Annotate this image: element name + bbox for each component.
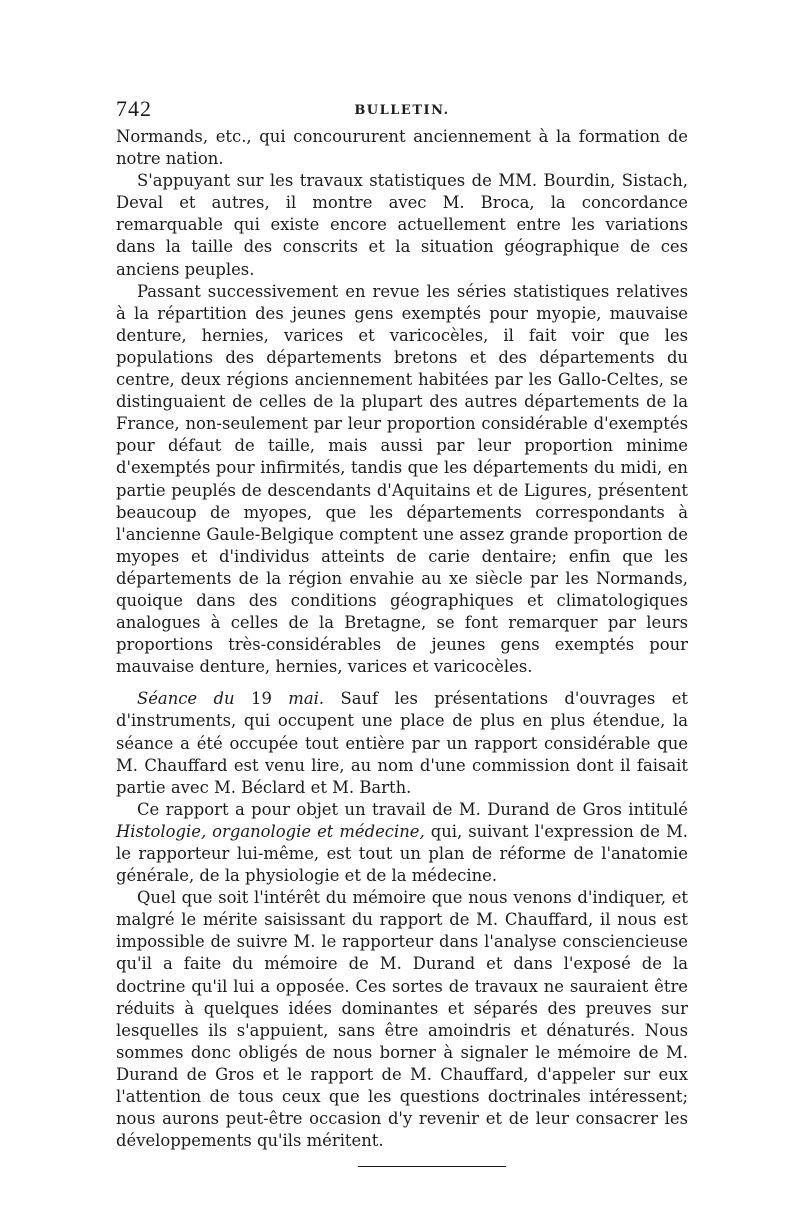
paragraph: S'appuyant sur les travaux statistiques de MM. Bourdin, Sistach, Deval et autres, il montre avec M. Broca, la concordance remarquable qui existe encore actuellement entre les variations dans la taille des conscrits et la situation géographique de ces anciens peuples.: [116, 171, 688, 279]
paragraph-seance: Séance du 19 mai. Sauf les présentations d'ouvrages et d'instruments, qui occupent une place de plus en plus étendue, la séance a été occupée tout entière par un rapport considérable que M. Chauffard est venu lire, au nom d'une commission dont il faisait partie avec M. Béclard et M. Barth.: [116, 689, 689, 797]
page-number: 742: [116, 96, 152, 121]
closing-rule: [358, 1166, 506, 1167]
session-month: mai.: [288, 689, 325, 709]
session-day: 19: [251, 689, 272, 709]
document-page: [116, 92, 688, 1167]
paragraph: Passant successivement en revue les séries statistiques relatives à la répartition des jeunes gens exemptés pour myopie, mauvaise denture, hernies, varices et varicocèles, il fait voir que les populations des départements bretons et des départements du centre, deux régions anciennement habitées par les Gallo-Celtes, se distinguaient de celles de la plupart des autres départements de la France, non-seulement par leur proportion considérable d'exemptés pour défaut de taille, mais aussi par leur proportion minime d'exemptés pour infirmités, tandis que les départements du midi, en partie peuplés de descendants d'Aquitains et de Ligures, présentent beaucoup de myopes, que les départements correspondants à l'ancienne Gaule-Belgique comptent une assez grande proportion de myopes et d'individus atteints de carie dentaire; enfin que les départements de la région envahie au xe siècle par les Normands, quoique dans des conditions géographiques et climatologiques analogues à celles de la Bretagne, se font remarquer par leurs proportions très-considérables de jeunes gens exemptés pour mauvaise denture, hernies, varices et varicocèles.: [116, 281, 688, 677]
running-head: BULLETIN.: [354, 103, 450, 118]
paragraph: Normands, etc., qui concoururent anciennement à la formation de notre nation.: [116, 127, 688, 169]
paragraph: Ce rapport a pour objet un travail de M. Durand de Gros intitulé Histologie, organologie et médecine, qui, suivant l'expression de M. le rapporteur lui-même, est tout un plan de réforme de l'anatomie générale, de la physiologie et de la médecine.: [116, 799, 688, 886]
session-label: Séance du: [137, 689, 235, 709]
body-text: [116, 126, 688, 1152]
work-title: Histologie, organologie et médecine,: [116, 821, 425, 841]
paragraph: Quel que soit l'intérêt du mémoire que nous venons d'indiquer, et malgré le mérite saisissant du rapport de M. Chauffard, il nous est impossible de suivre M. le rapporteur dans l'analyse consciencieuse qu'il a faite du mémoire de M. Durand et dans l'exposé de la doctrine qu'il lui a opposée. Ces sortes de travaux ne sauraient être réduits à quelques idées dominantes et séparés des preuves sur lesquelles ils s'appuient, sans être amoindris et dénaturés. Nous sommes donc obligés de nous borner à signaler le mémoire de M. Durand de Gros et le rapport de M. Chauffard, d'appeler sur eux l'attention de tous ceux que les questions doctrinales intéressent; nous aurons peut-être occasion d'y revenir et de leur consacrer les développements qu'ils méritent.: [116, 888, 688, 1151]
page-header: [116, 92, 688, 126]
